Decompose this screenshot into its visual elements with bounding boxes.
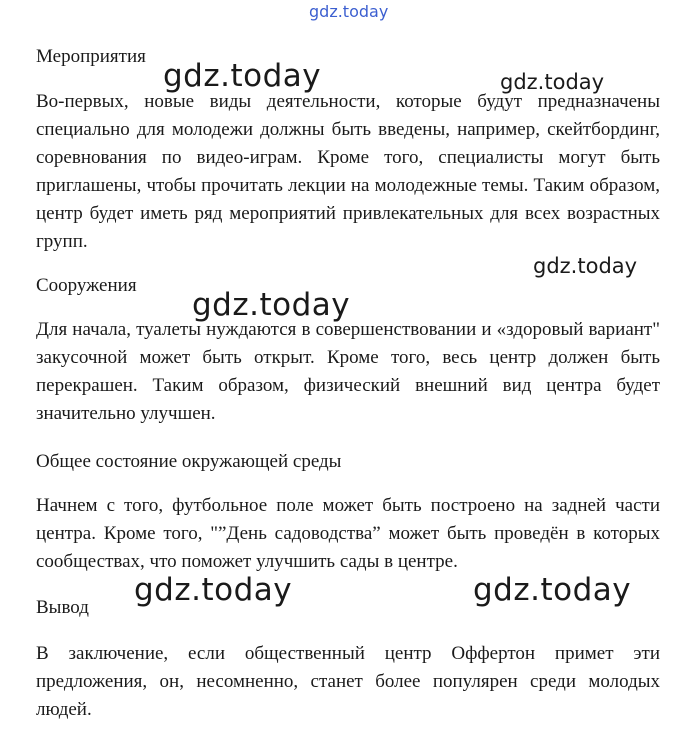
watermark: gdz.today	[134, 572, 293, 608]
section-heading: Общее состояние окружающей среды	[36, 451, 342, 472]
section-paragraph: Во-первых, новые виды деятельности, которые будут предназначены специально для молодежи должны быть введены, например, скейтбординг, соревнования по видео-играм. Кроме того, специалисты могут быть приглашены, чтобы прочитать лекции на молодежные темы. Таким образом, центр будет иметь ряд мероприятий привлекательных для всех возрастных групп.	[36, 91, 660, 252]
section-heading: Сооружения	[36, 275, 137, 296]
section-heading: Вывод	[36, 597, 89, 618]
section-paragraph: В заключение, если общественный центр Оффертон примет эти предложения, он, несомненно, станет более популярен среди молодых людей.	[36, 643, 660, 720]
section-paragraph: Начнем с того, футбольное поле может быть построено на задней части центра. Кроме того, "”День садоводства” может быть проведён в которых сообществах, что поможет улучшить сады в центре.	[36, 495, 660, 572]
section-paragraph: Для начала, туалеты нуждаются в совершенствовании и «здоровый вариант" закусочной может быть открыт. Кроме того, весь центр должен быть перекрашен. Таким образом, физический внешний вид центра будет значительно улучшен.	[36, 319, 660, 424]
watermark: gdz.today	[192, 287, 351, 323]
watermark: gdz.today	[500, 70, 605, 94]
section-heading: Мероприятия	[36, 46, 146, 67]
watermark: gdz.today	[309, 2, 389, 21]
watermark: gdz.today	[163, 58, 322, 94]
watermark: gdz.today	[533, 254, 638, 278]
watermark: gdz.today	[473, 572, 632, 608]
